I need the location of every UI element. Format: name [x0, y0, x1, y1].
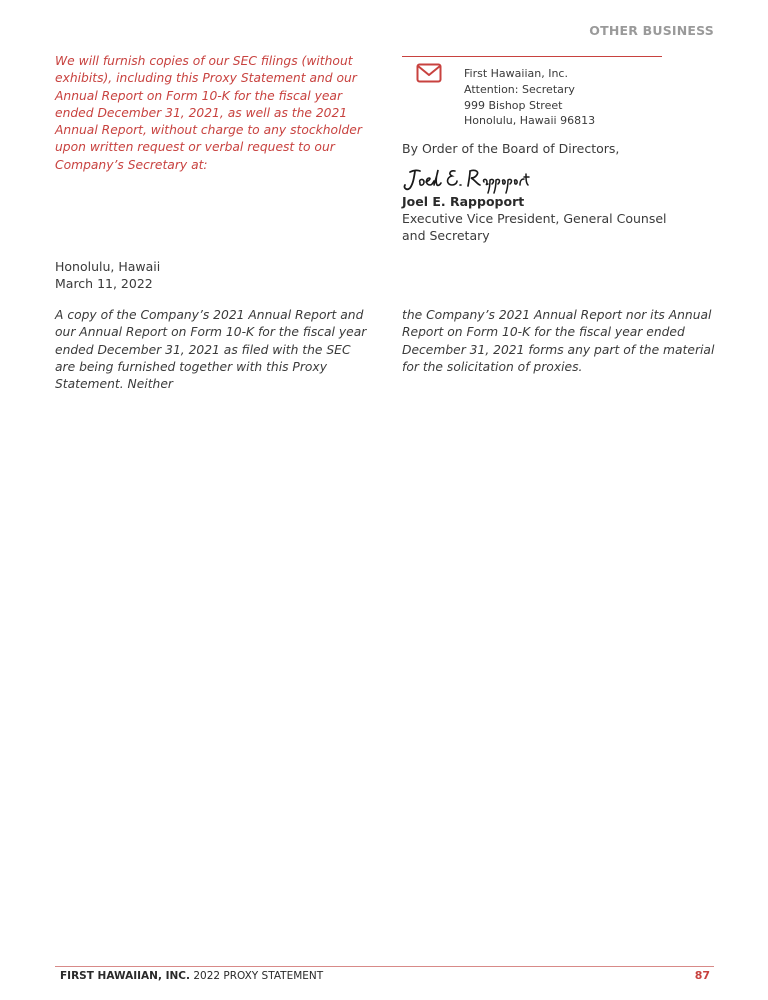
- signer-name: Joel E. Rappoport: [402, 194, 525, 209]
- location: Honolulu, Hawaii: [55, 259, 161, 274]
- footer-document: 2022 PROXY STATEMENT: [193, 970, 324, 982]
- address-line-company: First Hawaiian, Inc.: [464, 67, 568, 80]
- date: March 11, 2022: [55, 276, 153, 291]
- annual-report-note-right: the Company’s 2021 Annual Report nor its Annual Report on Form 10-K for the fiscal year ended December 31, 2021 forms any part of the material for the solicitation of proxies.: [402, 308, 715, 374]
- signer-title-line2: and Secretary: [402, 228, 490, 243]
- footer-title: [60, 970, 323, 982]
- place-date-block: [55, 258, 160, 292]
- section-header: OTHER BUSINESS: [589, 23, 714, 38]
- address-line-street: 999 Bishop Street: [464, 98, 563, 112]
- mailing-address: [464, 66, 664, 129]
- address-line-city: Honolulu, Hawaii 96813: [464, 114, 596, 128]
- signer-block: [402, 193, 682, 244]
- footer-divider: [55, 966, 714, 967]
- handwritten-signature: [400, 166, 530, 194]
- annual-report-note-left: A copy of the Company’s 2021 Annual Report and our Annual Report on Form 10-K for the fiscal year ended December 31, 2021 as filed with the SEC are being furnished together with this Proxy Statement. Neither: [55, 308, 367, 392]
- footer-company: FIRST HAWAIIAN, INC.: [60, 970, 190, 982]
- envelope-icon: [416, 63, 442, 83]
- mail-address-box: [402, 56, 662, 128]
- intro-paragraph: We will furnish copies of our SEC filings (without exhibits), including this Proxy Statement and our Annual Report on Form 10-K for the fiscal year ended December 31, 2021, as well as the 2021 Annual Report, without charge to any stockholder upon written request or verbal request to our Company’s Secretary at:: [55, 54, 362, 172]
- signer-title-line1: Executive Vice President, General Counsel: [402, 211, 667, 226]
- page-number: 87: [694, 969, 710, 982]
- address-line-attention: Attention: Secretary: [464, 82, 575, 96]
- closing-text: By Order of the Board of Directors,: [402, 141, 620, 156]
